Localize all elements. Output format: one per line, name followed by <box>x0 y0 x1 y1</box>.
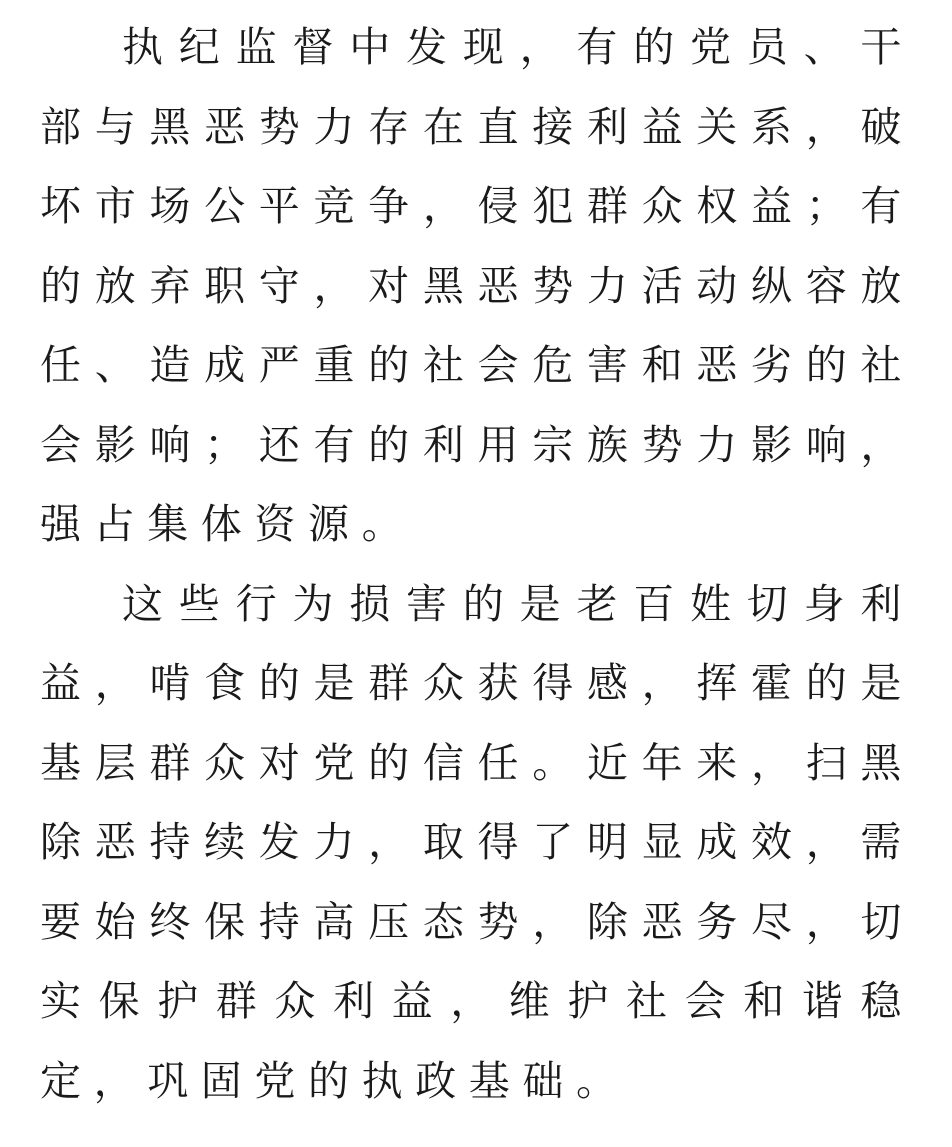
paragraph-2: 这些行为损害的是老百姓切身利益，啃食的是群众获得感，挥霍的是基层群众对党的信任。近年来，扫黑除恶持续发力，取得了明显成效，需要始终保持高压态势，除恶务尽，切实保护群众利益，维护社会和谐稳定，巩固党的执政基础。 <box>40 579 914 1105</box>
paragraph-1: 执纪监督中发现，有的党员、干部与黑恶势力存在直接利益关系，破坏市场公平竞争，侵犯群众权益；有的放弃职守，对黑恶势力活动纵容放任、造成严重的社会危害和恶劣的社会影响；还有的利用宗族势力影响，强占集体资源。 <box>40 23 914 548</box>
